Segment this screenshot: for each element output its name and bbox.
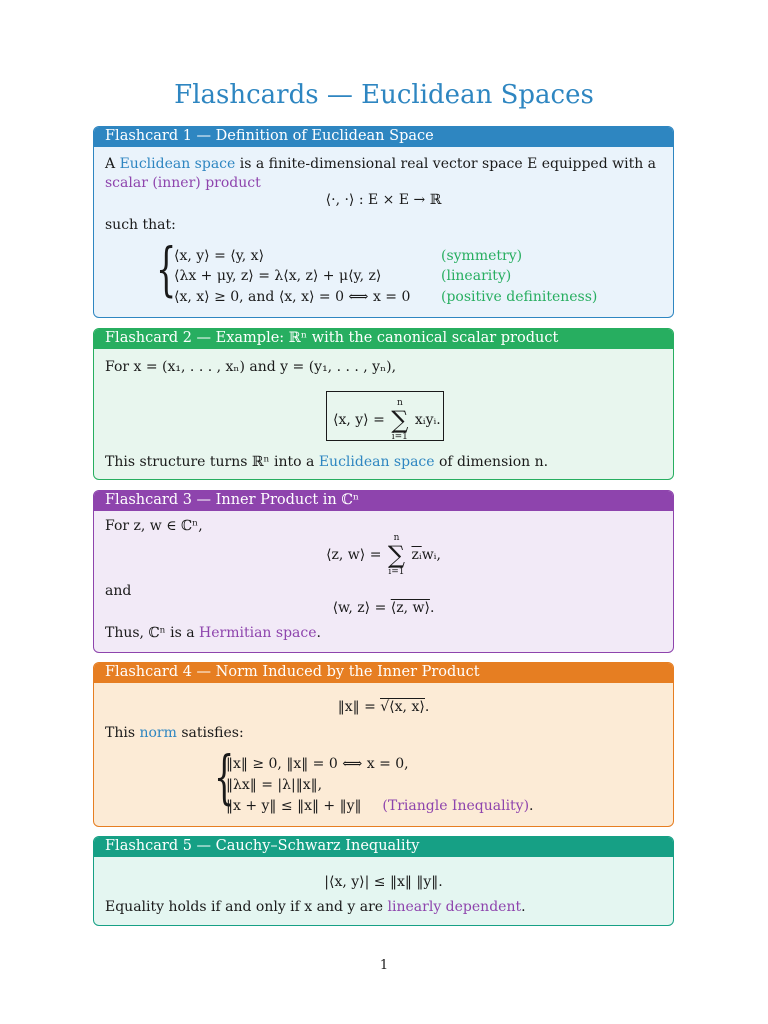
flashcard-4-line — [105, 723, 244, 743]
sum-lower: i=1 — [388, 567, 405, 577]
formula — [94, 533, 673, 577]
term-linearly-dependent: linearly dependent — [387, 899, 522, 915]
norm-prop: ‖x‖ ≥ 0, ‖x‖ = 0 ⟺ x = 0, — [226, 756, 409, 772]
and-text: and — [105, 583, 132, 599]
flashcard-4-header: Flashcard 4 — Norm Induced by the Inner Product — [94, 663, 673, 683]
flashcard-4 — [93, 662, 674, 827]
term-euclidean-space: Euclidean space — [119, 156, 236, 172]
sum-lower: i=1 — [391, 432, 408, 442]
flashcard-3-line1: For z, w ∈ ℂⁿ, — [105, 518, 203, 534]
formula-end: . — [424, 699, 430, 715]
formula-lhs: ⟨x, y⟩ = — [333, 412, 385, 428]
scalar-product-map: ⟨·, ·⟩ : E × E → ℝ — [325, 192, 442, 208]
prop-formula: ⟨λx + μy, z⟩ = λ⟨x, z⟩ + μ⟨y, z⟩ — [174, 268, 382, 284]
sum-upper: n — [396, 398, 403, 408]
sqrt-term: √⟨x, x⟩ — [380, 699, 425, 715]
triangle-inequality-label: (Triangle Inequality) — [382, 798, 530, 814]
cauchy-schwarz-formula: |⟨x, y⟩| ≤ ‖x‖ ‖y‖. — [324, 874, 443, 890]
norm-prop — [226, 796, 534, 816]
line-text: Equality holds if and only if x and y are — [105, 899, 384, 915]
line-text-2: of dimension n. — [439, 454, 549, 470]
line-text-2: satisfies: — [181, 725, 244, 741]
sigma-icon: ∑ — [387, 541, 406, 569]
term-euclidean-space: Euclidean space — [318, 454, 435, 470]
formula-lhs: ⟨z, w⟩ = — [326, 547, 382, 563]
flashcard-5-line — [105, 897, 526, 917]
page-number: 1 — [379, 958, 389, 973]
intro-text: A — [105, 156, 116, 172]
page-title: Flashcards — Euclidean Spaces — [174, 80, 594, 110]
prop-label: (symmetry) — [441, 248, 523, 264]
term-scalar-product: scalar (inner) product — [105, 175, 261, 191]
norm-formula — [94, 697, 673, 717]
such-that-text: such that: — [105, 217, 176, 233]
formula-lhs: ⟨w, z⟩ = — [332, 600, 387, 616]
formula-lhs: ‖x‖ = — [337, 699, 376, 715]
sigma-icon: ∑ — [391, 406, 409, 434]
formula-rhs: wᵢ, — [421, 547, 441, 563]
line-text: Thus, ℂⁿ is a — [105, 625, 195, 641]
formula-2 — [94, 598, 673, 618]
sum-upper: n — [393, 533, 400, 543]
left-brace: { — [214, 743, 235, 811]
term-hermitian-space: Hermitian space — [199, 625, 317, 641]
line-end: . — [521, 899, 526, 915]
line-text: This — [105, 725, 136, 741]
line-text: This structure turns ℝⁿ into a — [105, 454, 315, 470]
line-end: . — [316, 625, 321, 641]
conjugate-term: $\overline{zᵢ}$ — [411, 547, 422, 563]
term-norm: norm — [139, 725, 177, 741]
prop-label: (linearity) — [441, 268, 512, 284]
left-brace: { — [156, 235, 177, 303]
boxed-formula — [326, 391, 444, 441]
flashcard-2-line1: For x = (x₁, . . . , xₙ) and y = (y₁, . . . , yₙ), — [105, 359, 397, 375]
prop-label: (positive definiteness) — [441, 289, 598, 305]
flashcard-3-line3 — [105, 623, 321, 643]
norm-prop-formula: ‖x + y‖ ≤ ‖x‖ + ‖y‖ — [226, 798, 362, 814]
formula-rhs: xᵢyᵢ. — [414, 412, 441, 428]
norm-prop: ‖λx‖ = |λ|‖x‖, — [226, 777, 323, 793]
flashcard-2-line2 — [105, 452, 548, 472]
norm-prop-end: . — [529, 798, 534, 814]
intro-text-2: is a finite-dimensional real vector space E equipped with a — [239, 156, 657, 172]
flashcard-1-intro — [105, 154, 656, 174]
flashcard-5-header: Flashcard 5 — Cauchy–Schwarz Inequality — [94, 837, 673, 857]
flashcard-1-header: Flashcard 1 — Definition of Euclidean Space — [94, 127, 673, 147]
conjugate-term: ⟨z, w⟩ — [390, 600, 430, 616]
formula — [333, 398, 441, 442]
formula-end: . — [429, 600, 435, 616]
flashcard-3-header: Flashcard 3 — Inner Product in ℂⁿ — [94, 491, 673, 511]
sum-symbol — [391, 398, 408, 442]
sum-symbol — [388, 533, 405, 577]
flashcard-2-header: Flashcard 2 — Example: ℝⁿ with the canonical scalar product — [94, 329, 673, 349]
flashcard-3 — [93, 490, 674, 653]
flashcard-2 — [93, 328, 674, 480]
flashcard-1 — [93, 126, 674, 318]
prop-formula: ⟨x, y⟩ = ⟨y, x⟩ — [174, 248, 265, 264]
prop-formula: ⟨x, x⟩ ≥ 0, and ⟨x, x⟩ = 0 ⟺ x = 0 — [174, 289, 411, 305]
flashcard-5 — [93, 836, 674, 926]
